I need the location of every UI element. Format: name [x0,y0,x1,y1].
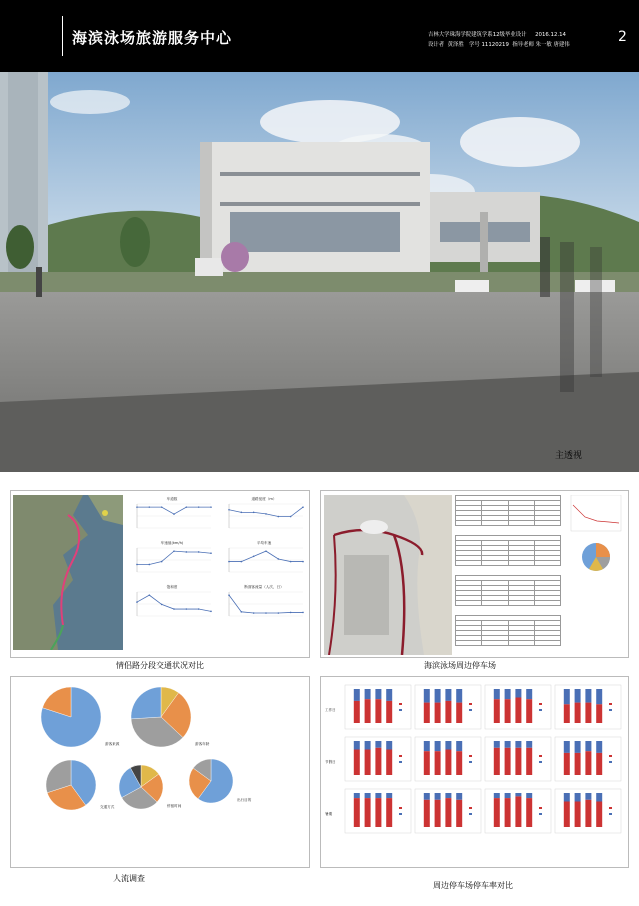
occupancy-legend-swatch [539,755,542,757]
occupancy-legend-swatch [609,709,612,711]
title-divider [62,16,63,56]
occupancy-bar-free [505,689,511,699]
occupancy-bar-free [354,793,360,798]
occupancy-bar-used [596,753,602,775]
traffic-point [173,608,175,610]
traffic-point [161,506,163,508]
traffic-chart-title: 平均车速 [256,541,272,545]
traffic-chart-title: 饱和度 [166,585,178,589]
occupancy-bar-free [354,689,360,701]
occupancy-bar-free [596,741,602,753]
occupancy-bar-free [564,689,570,704]
traffic-chart-0 [136,496,212,528]
traffic-point [198,506,200,508]
occupancy-bar-used [435,800,441,827]
occupancy-bar-free [564,741,570,753]
occupancy-bar-used [585,800,591,827]
occupancy-legend-swatch [399,807,402,809]
traffic-chart-5 [228,584,304,616]
survey-description [21,829,301,865]
occupancy-legend-swatch [399,755,402,757]
occupancy-bar-used [526,748,532,775]
occupancy-bar-used [445,701,451,723]
occupancy-legend-swatch [609,807,612,809]
occupancy-legend-swatch [609,761,612,763]
occupancy-bar-used [424,751,430,775]
occupancy-legend-swatch [539,709,542,711]
occupancy-bar-free [424,689,430,703]
occupancy-bar-free [365,689,371,699]
occupancy-chart-2-3 [555,789,621,833]
occupancy-bar-free [424,741,430,751]
traffic-point [136,564,138,566]
parking-site-map [324,495,452,655]
occupancy-bar-free [386,741,392,750]
traffic-point [149,564,151,566]
occupancy-bar-used [564,704,570,723]
occupancy-bar-free [435,689,441,703]
occupancy-bar-used [375,748,381,775]
traffic-line-charts [127,493,307,623]
occupancy-bar-free [575,689,581,703]
occupancy-bar-free [375,689,381,699]
occupancy-legend-swatch [609,755,612,757]
occupancy-bar-used [585,751,591,775]
traffic-point [290,612,292,614]
traffic-point [210,552,212,554]
traffic-chart-title: 断面客流量（人次，日） [244,585,284,589]
occupancy-bar-free [386,793,392,798]
occupancy-chart-1-3 [555,737,621,781]
occupancy-bar-used [585,703,591,723]
parking-table-3 [455,575,561,606]
occupancy-legend-swatch [399,709,402,711]
traffic-point [186,506,188,508]
occupancy-bar-used [375,699,381,723]
occupancy-bar-used [365,699,371,723]
parking-section-title: 海滨泳场周边停车场 [424,661,496,670]
survey-pie-0 [41,687,120,747]
occupancy-bar-used [375,798,381,827]
occupancy-row-label: 工作日 [325,708,336,712]
occupancy-bar-free [585,741,591,751]
occupancy-legend-swatch [469,807,472,809]
occupancy-legend-swatch [469,813,472,815]
occupancy-legend-swatch [399,813,402,815]
traffic-chart-title: 道路宽度（m） [251,497,277,501]
traffic-point [210,506,212,508]
occupancy-bar-free [526,689,532,699]
occupancy-legend-swatch [539,813,542,815]
occupancy-bar-used [456,751,462,775]
occupancy-legend-swatch [609,813,612,815]
occupancy-bar-free [386,689,392,701]
occupancy-chart-2-0 [345,789,411,833]
occupancy-bar-used [505,748,511,775]
traffic-point [228,594,230,596]
traffic-point [173,513,175,515]
traffic-point [228,561,230,563]
traffic-point [149,506,151,508]
occupancy-bar-used [445,798,451,827]
traffic-point [302,506,304,508]
survey-pie-label: 游客来源 [105,742,120,746]
traffic-point [278,516,280,518]
occupancy-bar-free [445,689,451,701]
occupancy-bar-charts [323,679,628,839]
occupancy-bar-free [375,741,381,748]
traffic-point [136,506,138,508]
occupancy-bar-used [515,748,521,775]
occupancy-bar-free [575,741,581,753]
traffic-point [149,594,151,596]
occupancy-bar-free [526,793,532,798]
traffic-point [290,561,292,563]
survey-pie-label: 停留时间 [167,804,182,808]
occupancy-legend-swatch [469,709,472,711]
survey-pie-3 [119,765,182,809]
header-bar [0,0,639,72]
traffic-series-line [137,551,211,564]
occupancy-bar-used [354,798,360,827]
occupancy-chart-1-0 [345,737,411,781]
occupancy-bar-used [494,748,500,775]
occupancy-bar-free [494,741,500,748]
occupancy-section-title: 周边停车场停车率对比 [433,881,513,890]
occupancy-legend-swatch [399,761,402,763]
occupancy-chart-0-2 [485,685,551,729]
parking-table-4 [455,615,561,646]
traffic-section-title: 情侣路分段交通状况对比 [116,661,204,670]
survey-pie-label: 交通方式 [100,805,115,809]
occupancy-bar-used [386,701,392,723]
occupancy-bar-free [365,793,371,798]
occupancy-bar-used [354,701,360,723]
survey-pie-2 [46,760,115,810]
occupancy-bar-used [575,703,581,723]
occupancy-bar-free [456,741,462,751]
occupancy-bar-used [386,750,392,776]
occupancy-bar-used [365,798,371,827]
occupancy-bar-used [564,802,570,828]
parking-description [567,587,625,651]
occupancy-bar-used [515,698,521,724]
occupancy-chart-1-1 [415,737,481,781]
occupancy-legend-swatch [539,761,542,763]
parking-panel [320,490,629,658]
traffic-chart-title: 车道数 [166,497,178,501]
header-meta-people: 设计者 黄泽胜 学号 11120219 指导老师 朱一敏 唐建伟 [428,42,570,48]
occupancy-legend-swatch [469,761,472,763]
occupancy-row-label: 暑期 [325,812,333,816]
occupancy-legend-swatch [399,703,402,705]
parking-table-2 [455,535,561,566]
occupancy-bar-used [456,800,462,827]
traffic-point [186,608,188,610]
survey-pie-charts [11,677,311,827]
traffic-point [161,604,163,606]
occupancy-bar-free [505,741,511,748]
occupancy-bar-used [386,798,392,827]
traffic-point [210,611,212,613]
traffic-point [136,601,138,603]
occupancy-bar-used [494,699,500,723]
occupancy-bar-free [575,793,581,802]
parking-tables [455,495,561,653]
occupancy-bar-free [585,793,591,800]
occupancy-bar-free [585,689,591,703]
header-meta-school: 吉林大学珠海学院建筑学系12级毕业设计 2016.12.14 [428,32,566,38]
occupancy-chart-2-2 [485,789,551,833]
occupancy-bar-free [445,793,451,798]
occupancy-legend-swatch [469,703,472,705]
occupancy-bar-used [365,750,371,776]
occupancy-bar-free [445,741,451,750]
parking-mini-bar [571,495,621,531]
survey-pie-slice [131,687,161,719]
occupancy-bar-free [515,741,521,748]
occupancy-bar-free [515,793,521,796]
traffic-panel [10,490,310,658]
occupancy-chart-2-1 [415,789,481,833]
occupancy-bar-used [505,699,511,723]
traffic-point [173,550,175,552]
occupancy-bar-used [596,802,602,828]
occupancy-legend-swatch [539,807,542,809]
occupancy-bar-used [526,798,532,827]
traffic-point [198,608,200,610]
occupancy-legend-swatch [469,755,472,757]
occupancy-bar-free [494,793,500,798]
occupancy-bar-used [424,800,430,827]
occupancy-bar-free [526,741,532,748]
occupancy-description [329,841,624,865]
occupancy-bar-free [494,689,500,699]
parking-mini-charts [567,495,625,585]
traffic-chart-4 [136,584,212,616]
occupancy-bar-used [456,703,462,723]
traffic-point [302,561,304,563]
traffic-series-line [137,507,211,514]
occupancy-bar-free [456,689,462,703]
main-perspective-render [0,72,639,472]
occupancy-chart-0-0 [345,685,411,729]
occupancy-bar-used [515,796,521,827]
occupancy-bar-free [456,793,462,800]
occupancy-legend-swatch [539,703,542,705]
occupancy-bar-free [596,793,602,802]
traffic-chart-title: 车速值(km/h) [160,541,184,545]
survey-pie-4 [189,759,252,803]
occupancy-bar-free [424,793,430,800]
occupancy-bar-used [354,750,360,776]
occupancy-bar-free [564,793,570,802]
traffic-point [265,550,267,552]
occupancy-chart-1-2 [485,737,551,781]
occupancy-panel [320,676,629,868]
page-number: 2 [618,29,627,45]
occupancy-bar-free [505,793,511,798]
occupancy-bar-used [526,699,532,723]
occupancy-bar-used [494,798,500,827]
traffic-chart-3 [228,540,304,572]
occupancy-bar-used [575,802,581,828]
traffic-chart-1 [228,496,304,528]
traffic-point [278,558,280,560]
traffic-route-map [13,495,123,650]
occupancy-bar-used [575,753,581,775]
parking-mini-line [573,505,619,523]
occupancy-bar-free [354,741,360,750]
survey-pie-label: 游客年龄 [195,742,210,746]
traffic-point [198,551,200,553]
traffic-series-line [229,507,303,516]
occupancy-bar-free [375,793,381,798]
traffic-point [278,612,280,614]
parking-table-1 [455,495,561,526]
traffic-point [186,551,188,553]
occupancy-bar-used [505,798,511,827]
survey-section-title: 人流调查 [113,874,145,883]
traffic-point [253,512,255,514]
survey-pie-label: 出行目的 [237,798,252,802]
occupancy-bar-free [435,741,441,751]
parking-mini-pie-b [596,543,610,557]
traffic-point [228,509,230,511]
traffic-point [302,612,304,614]
occupancy-row-label: 节假日 [325,760,336,764]
traffic-point [265,513,267,515]
occupancy-bar-free [435,793,441,800]
occupancy-bar-used [424,703,430,723]
occupancy-legend-swatch [609,703,612,705]
traffic-point [161,561,163,563]
traffic-description [141,626,301,650]
occupancy-bar-free [365,741,371,750]
survey-panel [10,676,310,868]
occupancy-bar-free [515,689,521,698]
traffic-point [241,611,243,613]
render-caption: 主透视 [555,451,583,461]
occupancy-bar-used [564,753,570,775]
traffic-point [265,612,267,614]
traffic-point [241,561,243,563]
traffic-point [253,556,255,558]
occupancy-bar-used [445,750,451,776]
occupancy-chart-0-3 [555,685,621,729]
traffic-point [241,512,243,514]
traffic-point [290,516,292,518]
occupancy-bar-free [596,689,602,704]
survey-pie-1 [131,687,210,747]
page-title: 海滨泳场旅游服务中心 [72,29,233,47]
traffic-chart-2 [136,540,212,572]
traffic-point [253,612,255,614]
occupancy-chart-0-1 [415,685,481,729]
occupancy-bar-used [596,704,602,723]
occupancy-bar-used [435,703,441,723]
occupancy-bar-used [435,751,441,775]
